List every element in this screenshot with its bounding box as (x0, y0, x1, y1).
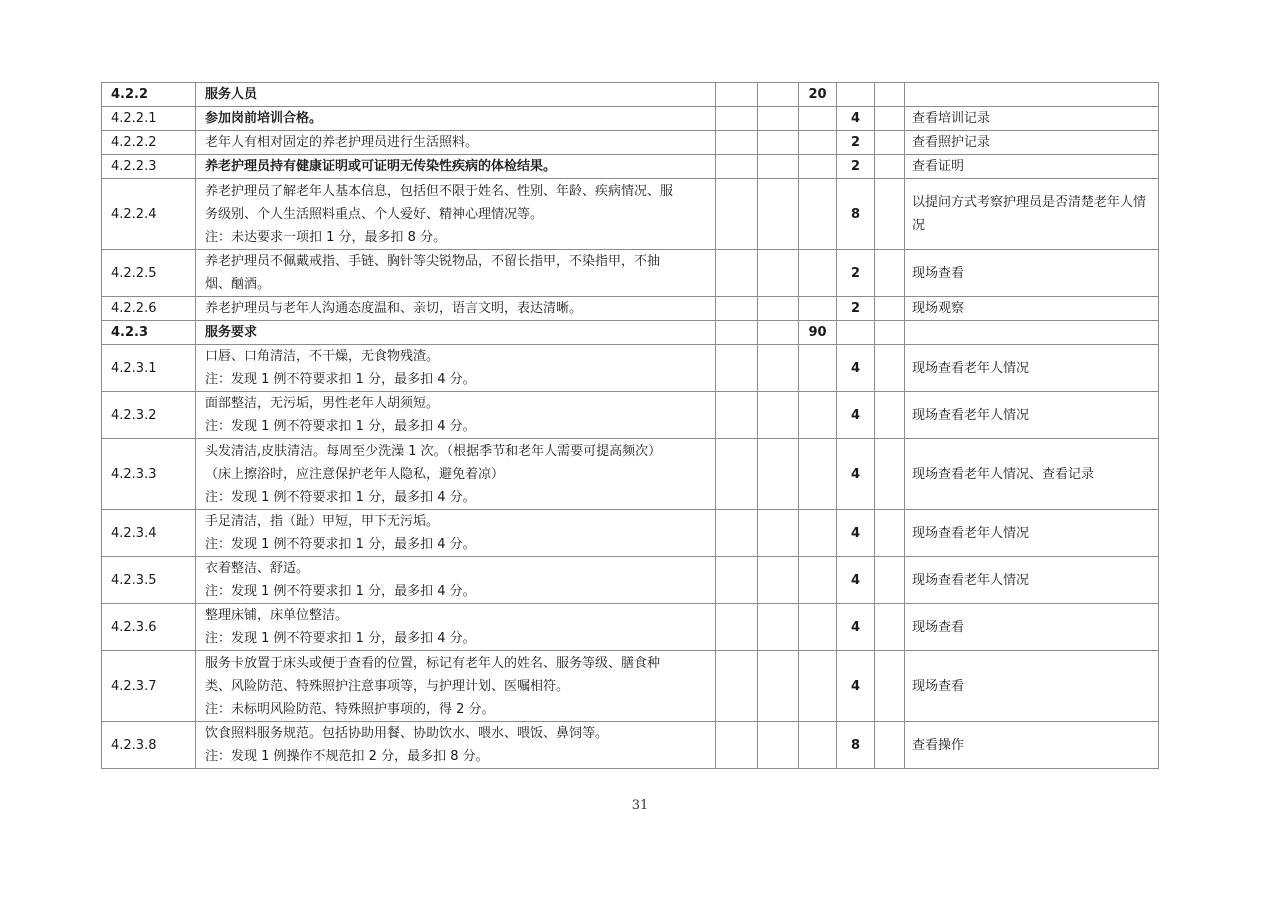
blank-cell (758, 439, 799, 510)
blank-cell (875, 83, 905, 107)
blank-cell (875, 250, 905, 297)
check-method: 现场查看老年人情况、查看记录 (905, 439, 1159, 510)
section-row (102, 321, 1159, 345)
item-text-line: 注：发现 1 例不符要求扣 1 分，最多扣 4 分。 (205, 537, 476, 552)
subtotal-score (799, 722, 837, 769)
blank-cell (716, 439, 758, 510)
blank-cell (716, 321, 758, 345)
section-row (102, 83, 1159, 107)
blank-cell (758, 345, 799, 392)
subtotal-score (799, 557, 837, 604)
item-text-line: 注：未达要求一项扣 1 分，最多扣 8 分。 (205, 229, 447, 245)
blank-cell (758, 557, 799, 604)
table-row (102, 297, 1159, 321)
blank-cell (758, 392, 799, 439)
item-text-line: 服务人员 (205, 87, 258, 102)
item-score (837, 321, 875, 345)
item-score: 4 (837, 345, 875, 392)
table-row (102, 179, 1159, 250)
check-method: 现场查看老年人情况 (905, 557, 1159, 604)
item-text (196, 439, 716, 510)
check-method: 查看照护记录 (905, 131, 1159, 155)
item-score: 2 (837, 155, 875, 179)
blank-cell (758, 250, 799, 297)
blank-cell (716, 722, 758, 769)
table-row (102, 651, 1159, 722)
blank-cell (875, 557, 905, 604)
item-score (837, 83, 875, 107)
blank-cell (716, 155, 758, 179)
item-number: 4.2.3.6 (102, 604, 196, 651)
item-number: 4.2.2.2 (102, 131, 196, 155)
check-method: 现场查看老年人情况 (905, 510, 1159, 557)
item-text (196, 392, 716, 439)
item-text-line: 注：发现 1 例操作不规范扣 2 分，最多扣 8 分。 (205, 749, 489, 764)
item-text-line: 饮食照料服务规范。包括协助用餐、协助饮水、喂水、喂饭、鼻饲等。 (205, 726, 609, 741)
item-text (196, 345, 716, 392)
blank-cell (875, 392, 905, 439)
blank-cell (716, 345, 758, 392)
blank-cell (716, 510, 758, 557)
item-text (196, 155, 716, 179)
check-method: 现场查看老年人情况 (905, 392, 1159, 439)
table-row (102, 155, 1159, 179)
check-method (905, 83, 1159, 107)
check-method: 现场查看 (905, 651, 1159, 722)
blank-cell (758, 321, 799, 345)
blank-cell (716, 297, 758, 321)
blank-cell (875, 439, 905, 510)
blank-cell (758, 179, 799, 250)
blank-cell (758, 155, 799, 179)
item-score: 4 (837, 651, 875, 722)
item-text-line: 头发清洁,皮肤清洁。每周至少洗澡 1 次。（根据季节和老年人需要可提高频次） (205, 443, 662, 459)
item-text-line: 务级别、个人生活照料重点、个人爱好、精神心理情况等。 (205, 206, 544, 222)
table-row (102, 557, 1159, 604)
blank-cell (716, 131, 758, 155)
subtotal-score (799, 297, 837, 321)
item-text-line: 养老护理员不佩戴戒指、手链、胸针等尖锐物品，不留长指甲，不染指甲，不抽 (205, 254, 661, 269)
subtotal-score (799, 131, 837, 155)
item-text-line: 口唇、口角清洁，不干燥，无食物残渣。 (205, 349, 440, 364)
item-text (196, 131, 716, 155)
item-score: 8 (837, 722, 875, 769)
blank-cell (758, 604, 799, 651)
item-number: 4.2.3.4 (102, 510, 196, 557)
blank-cell (875, 131, 905, 155)
evaluation-table (101, 82, 1159, 769)
check-method: 现场查看老年人情况 (905, 345, 1159, 392)
subtotal-score (799, 345, 837, 392)
item-number: 4.2.2.6 (102, 297, 196, 321)
table-row (102, 604, 1159, 651)
item-score: 2 (837, 131, 875, 155)
blank-cell (875, 321, 905, 345)
table-row (102, 392, 1159, 439)
item-number: 4.2.3 (102, 321, 196, 345)
item-number: 4.2.2.4 (102, 179, 196, 250)
item-score: 4 (837, 604, 875, 651)
item-number: 4.2.3.8 (102, 722, 196, 769)
item-text (196, 722, 716, 769)
item-score: 4 (837, 557, 875, 604)
item-text (196, 510, 716, 557)
blank-cell (875, 179, 905, 250)
check-method: 查看培训记录 (905, 107, 1159, 131)
item-text-line: 养老护理员持有健康证明或可证明无传染性疾病的体检结果。 (205, 159, 557, 174)
item-text-line: 类、风险防范、特殊照护注意事项等，与护理计划、医嘱相符。 (205, 678, 570, 694)
blank-cell (875, 107, 905, 131)
subtotal-score (799, 510, 837, 557)
item-score: 2 (837, 297, 875, 321)
blank-cell (716, 392, 758, 439)
blank-cell (875, 297, 905, 321)
item-text (196, 321, 716, 345)
subtotal-score (799, 107, 837, 131)
item-text (196, 557, 716, 604)
item-text-line: 注：发现 1 例不符要求扣 1 分，最多扣 4 分。 (205, 489, 476, 505)
subtotal-score (799, 651, 837, 722)
check-method: 现场查看 (905, 250, 1159, 297)
table-row (102, 439, 1159, 510)
subtotal-score (799, 179, 837, 250)
blank-cell (875, 604, 905, 651)
item-text-line: 养老护理员了解老年人基本信息，包括但不限于姓名、性别、年龄、疾病情况、服 (205, 183, 674, 199)
blank-cell (716, 250, 758, 297)
blank-cell (875, 722, 905, 769)
check-method: 以提问方式考察护理员是否清楚老年人情况 (905, 179, 1159, 250)
subtotal-score (799, 439, 837, 510)
blank-cell (875, 510, 905, 557)
item-score: 4 (837, 439, 875, 510)
blank-cell (758, 651, 799, 722)
check-method (905, 321, 1159, 345)
check-method: 查看操作 (905, 722, 1159, 769)
item-text (196, 250, 716, 297)
check-method: 现场观察 (905, 297, 1159, 321)
item-number: 4.2.3.3 (102, 439, 196, 510)
item-number: 4.2.2 (102, 83, 196, 107)
blank-cell (875, 345, 905, 392)
item-text-line: 养老护理员与老年人沟通态度温和、亲切，语言文明，表达清晰。 (205, 301, 583, 316)
item-score: 2 (837, 250, 875, 297)
item-text (196, 179, 716, 250)
item-text-line: 注：发现 1 例不符要求扣 1 分，最多扣 4 分。 (205, 631, 476, 646)
item-text-line: 注：发现 1 例不符要求扣 1 分，最多扣 4 分。 (205, 584, 476, 599)
blank-cell (875, 651, 905, 722)
check-method: 查看证明 (905, 155, 1159, 179)
item-text-line: 老年人有相对固定的养老护理员进行生活照料。 (205, 135, 479, 150)
item-text-line: （床上擦浴时，应注意保护老年人隐私，避免着凉） (205, 466, 505, 482)
blank-cell (716, 651, 758, 722)
item-score: 8 (837, 179, 875, 250)
check-method: 现场查看 (905, 604, 1159, 651)
item-score: 4 (837, 392, 875, 439)
item-text (196, 83, 716, 107)
table-row (102, 131, 1159, 155)
item-text-line: 服务要求 (205, 325, 258, 340)
table-row (102, 345, 1159, 392)
item-text-line: 注：发现 1 例不符要求扣 1 分，最多扣 4 分。 (205, 372, 476, 387)
item-text-line: 注：未标明风险防范、特殊照护事项的，得 2 分。 (205, 701, 495, 717)
item-text-line: 手足清洁，指（趾）甲短，甲下无污垢。 (205, 514, 440, 529)
item-text-line: 烟、酗酒。 (205, 277, 271, 292)
item-text-line: 注：发现 1 例不符要求扣 1 分，最多扣 4 分。 (205, 419, 476, 434)
subtotal-score: 90 (799, 321, 837, 345)
subtotal-score: 20 (799, 83, 837, 107)
blank-cell (716, 557, 758, 604)
item-number: 4.2.2.1 (102, 107, 196, 131)
blank-cell (758, 131, 799, 155)
item-score: 4 (837, 510, 875, 557)
table-body (102, 83, 1159, 769)
subtotal-score (799, 250, 837, 297)
page-number: 31 (631, 798, 649, 813)
table-row (102, 250, 1159, 297)
item-text (196, 107, 716, 131)
blank-cell (716, 83, 758, 107)
blank-cell (716, 604, 758, 651)
item-text-line: 面部整洁，无污垢，男性老年人胡须短。 (205, 396, 440, 411)
blank-cell (716, 179, 758, 250)
table-row (102, 510, 1159, 557)
item-number: 4.2.3.1 (102, 345, 196, 392)
item-number: 4.2.3.2 (102, 392, 196, 439)
item-text-line: 衣着整洁、舒适。 (205, 561, 310, 576)
blank-cell (716, 107, 758, 131)
item-text (196, 651, 716, 722)
item-number: 4.2.2.3 (102, 155, 196, 179)
table-row (102, 722, 1159, 769)
item-score: 4 (837, 107, 875, 131)
subtotal-score (799, 604, 837, 651)
subtotal-score (799, 155, 837, 179)
item-number: 4.2.2.5 (102, 250, 196, 297)
blank-cell (758, 107, 799, 131)
item-text-line: 参加岗前培训合格。 (205, 111, 323, 126)
blank-cell (758, 510, 799, 557)
blank-cell (758, 297, 799, 321)
item-text (196, 604, 716, 651)
item-number: 4.2.3.5 (102, 557, 196, 604)
item-text (196, 297, 716, 321)
item-text-line: 服务卡放置于床头或便于查看的位置，标记有老年人的姓名、服务等级、膳食种 (205, 655, 661, 671)
subtotal-score (799, 392, 837, 439)
item-number: 4.2.3.7 (102, 651, 196, 722)
blank-cell (758, 83, 799, 107)
blank-cell (758, 722, 799, 769)
item-text-line: 整理床铺，床单位整洁。 (205, 608, 349, 623)
blank-cell (875, 155, 905, 179)
table-row (102, 107, 1159, 131)
